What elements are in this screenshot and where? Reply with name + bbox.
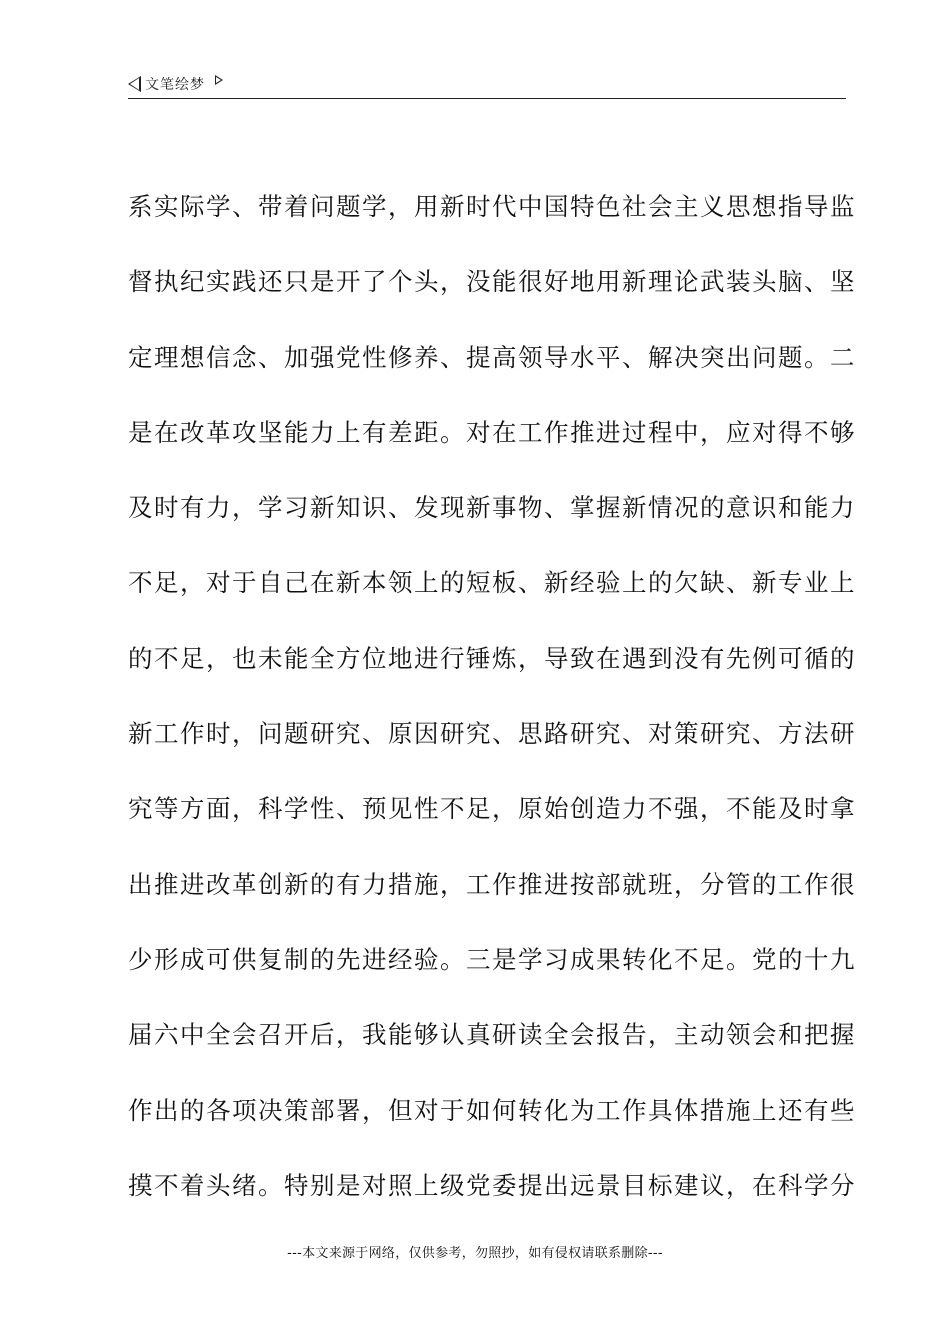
body-line: 作出的各项决策部署，但对于如何转化为工作具体措施上还有些 — [128, 1095, 856, 1125]
page-header — [128, 72, 846, 99]
body-line: 届六中全会召开后，我能够认真研读全会报告，主动领会和把握 — [128, 1020, 856, 1050]
triangle-left-outline-icon — [128, 76, 141, 92]
body-line: 系实际学、带着问题学，用新时代中国特色社会主义思想指导监 — [128, 192, 856, 221]
body-line: 是在改革攻坚能力上有差距。对在工作推进过程中，应对得不够 — [128, 417, 856, 447]
body-line: 定理想信念、加强党性修养、提高领导水平、解决突出问题。二 — [128, 342, 856, 372]
header-brand: 文笔绘梦 — [145, 77, 205, 93]
page-footer-disclaimer: ---本文来源于网络，仅供参考，勿照抄，如有侵权请联系删除--- — [287, 1246, 663, 1261]
document-body — [128, 169, 856, 1223]
body-line: 不足，对于自己在新本领上的短板、新经验上的欠缺、新专业上 — [128, 568, 856, 598]
header-brand-group — [128, 74, 223, 94]
body-line: 及时有力，学习新知识、发现新事物、掌握新情况的意识和能力 — [128, 493, 856, 523]
body-line: 少形成可供复制的先进经验。三是学习成果转化不足。党的十九 — [128, 944, 856, 974]
body-line: 究等方面，科学性、预见性不足，原始创造力不强，不能及时拿 — [128, 794, 856, 824]
body-line: 新工作时，问题研究、原因研究、思路研究、对策研究、方法研 — [128, 719, 856, 749]
body-line: 摸不着头绪。特别是对照上级党委提出远景目标建议，在科学分 — [128, 1170, 856, 1200]
triangle-right-outline-icon — [215, 75, 223, 85]
body-line: 的不足，也未能全方位地进行锤炼，导致在遇到没有先例可循的 — [128, 643, 856, 673]
body-line: 督执纪实践还只是开了个头，没能很好地用新理论武装头脑、坚 — [128, 267, 856, 297]
body-line: 出推进改革创新的有力措施，工作推进按部就班，分管的工作很 — [128, 869, 856, 899]
